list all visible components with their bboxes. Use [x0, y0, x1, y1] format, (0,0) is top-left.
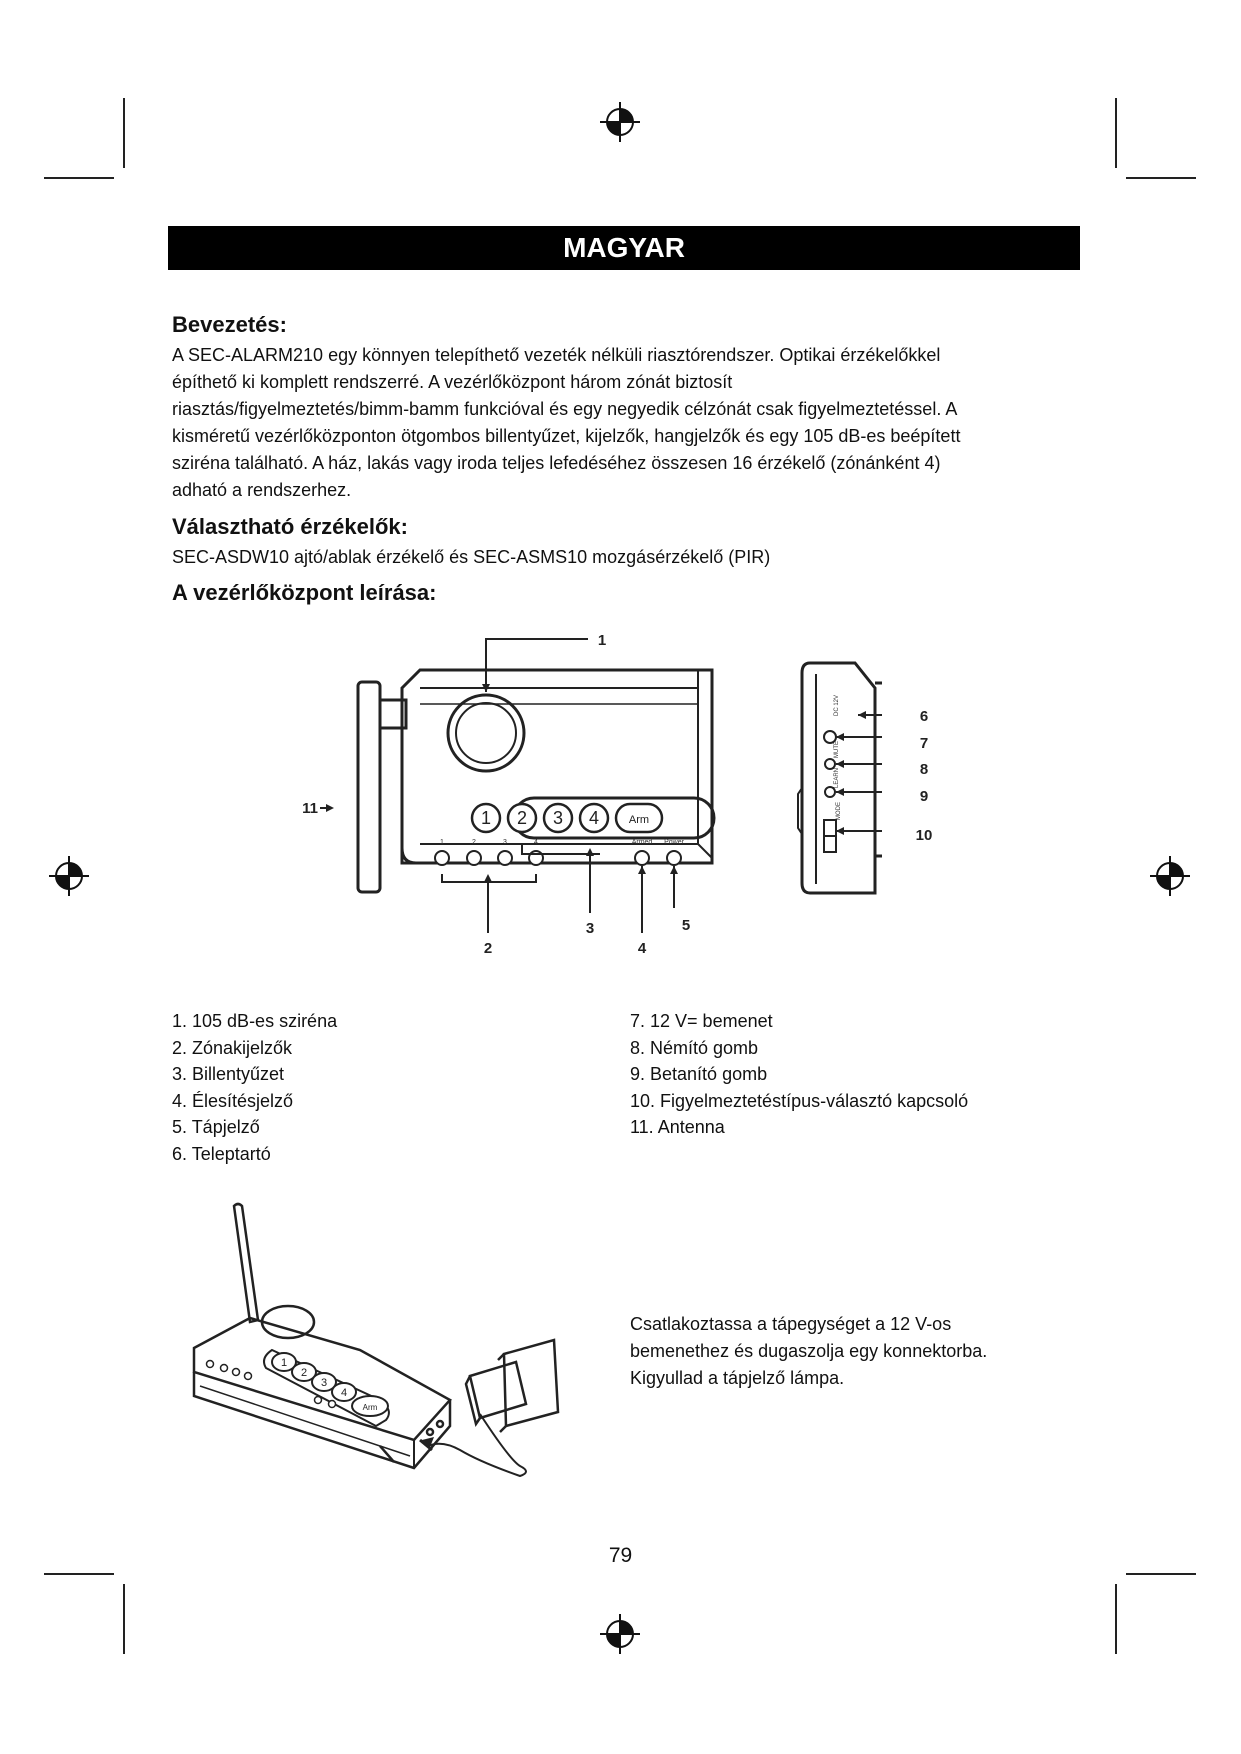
legend-item: 6. Teleptartó: [172, 1143, 271, 1164]
legend-item: 4. Élesítésjelző: [172, 1090, 294, 1111]
callout-4: 4: [637, 940, 647, 957]
registration-mark-right-icon: [1148, 854, 1192, 898]
legend-item: 5. Tápjelző: [172, 1117, 260, 1138]
registration-mark-top-icon: [598, 100, 642, 144]
instruction-line: Csatlakoztassa a tápegységet a 12 V-os: [630, 1314, 952, 1334]
intro-line: riasztás/figyelmeztetés/bimm-bamm funkcióval és egy negyedik célzónát csak figyelmeztetéssel. A: [172, 399, 958, 419]
intro-paragraph: [172, 342, 1072, 504]
callout-8: 8: [919, 761, 929, 778]
crop-mark-top-right-h: [1126, 177, 1196, 179]
intro-line: építhető ki komplett rendszerré. A vezérlőközpont három zónát biztosít: [172, 372, 733, 392]
led-label-power: Power: [664, 839, 684, 846]
callout-10: 10: [915, 827, 933, 844]
intro-line: adható a rendszerhez.: [172, 480, 352, 500]
legend-item: 10. Figyelmeztetéstípus-választó kapcsoló: [630, 1090, 969, 1111]
legend-item: 7. 12 V= bemenet: [630, 1011, 773, 1031]
intro-line: A SEC-ALARM210 egy könnyen telepíthető vezeték nélküli riasztórendszer. Optikai érzékelőkkel: [172, 345, 941, 365]
siren-circle: [448, 695, 524, 771]
legend-item: 11. Antenna: [630, 1117, 725, 1138]
led-zone-1: [435, 851, 449, 865]
registration-mark-bottom-icon: [598, 1612, 642, 1656]
sensors-text: SEC-ASDW10 ajtó/ablak érzékelő és SEC-ASMS10 mozgásérzékelő (PIR): [172, 547, 771, 567]
crop-mark-bottom-right-h: [1126, 1573, 1196, 1575]
led-label-4: 4: [534, 839, 538, 846]
callout-5: 5: [681, 917, 691, 934]
legend-item: 2. Zónakijelzők: [172, 1037, 293, 1058]
key-3-label: 3: [552, 808, 564, 828]
description-heading: A vezérlőközpont leírása:: [172, 580, 437, 605]
dc-jack: [824, 731, 836, 743]
wall-socket: [504, 1340, 558, 1426]
callout-7: 7: [919, 735, 929, 752]
siren-circle: [262, 1306, 314, 1338]
callout-6: 6: [919, 708, 929, 725]
installation-illustration: [180, 1200, 610, 1500]
crop-mark-top-left-h: [44, 177, 114, 179]
install-key-arm-label: Arm: [362, 1403, 378, 1412]
intro-line: kisméretű vezérlőközponton ötgombos billentyűzet, kijelzők, hangjelzők és egy 105 dB-es beépített: [172, 426, 961, 446]
side-label-mute: MUTE: [834, 741, 840, 758]
crop-mark-bottom-left-h: [44, 1573, 114, 1575]
antenna-shape: [234, 1204, 258, 1322]
led-label-2: 2: [472, 839, 476, 846]
callout-2: 2: [483, 940, 493, 957]
control-panel-diagram: [290, 608, 950, 968]
legend-item: 3. Billentyűzet: [172, 1064, 285, 1085]
key-2-label: 2: [516, 808, 528, 828]
led-zone-2: [467, 851, 481, 865]
install-key-1-label: 1: [280, 1357, 288, 1369]
legend-item: 1. 105 dB-es sziréna: [172, 1011, 338, 1031]
led-label-armed: Armed: [631, 839, 653, 846]
legend-item: 9. Betanító gomb: [630, 1064, 768, 1085]
callout-9: 9: [919, 788, 929, 805]
antenna-shape: [358, 682, 380, 892]
crop-mark-top-left-v: [123, 98, 125, 168]
intro-line: sziréna található. A ház, lakás vagy iroda teljes lefedéséhez összesen 16 érzékelő (zónánként 4): [172, 453, 941, 473]
crop-mark-bottom-right-v: [1115, 1584, 1117, 1654]
crop-mark-top-right-v: [1115, 98, 1117, 168]
callout-3: 3: [585, 920, 595, 937]
led-armed: [635, 851, 649, 865]
language-banner: MAGYAR: [168, 226, 1080, 270]
key-arm-label: Arm: [628, 814, 650, 826]
led-label-3: 3: [503, 839, 507, 846]
installation-instructions: [630, 1311, 1060, 1392]
key-1-label: 1: [480, 808, 492, 828]
sensors-heading: Választható érzékelők:: [172, 514, 408, 539]
legend-left: [172, 1008, 337, 1168]
page-number: 79: [608, 1544, 633, 1567]
learn-button: [825, 787, 835, 797]
led-power: [667, 851, 681, 865]
led-label-1: 1: [440, 839, 444, 846]
instruction-line: Kigyullad a tápjelző lámpa.: [630, 1368, 845, 1388]
install-key-2-label: 2: [300, 1367, 308, 1379]
registration-mark-left-icon: [47, 854, 91, 898]
instruction-line: bemenethez és dugaszolja egy konnektorba.: [630, 1341, 988, 1361]
install-key-4-label: 4: [340, 1387, 348, 1399]
key-4-label: 4: [588, 808, 600, 828]
intro-heading: Bevezetés:: [172, 312, 287, 337]
callout-1: 1: [597, 632, 607, 649]
mute-button: [825, 759, 835, 769]
led-zone-3: [498, 851, 512, 865]
callout-11: 11: [302, 800, 318, 817]
panel-body: [402, 670, 712, 863]
side-label-learn: LEARN: [834, 767, 840, 788]
side-label-dc: DC 12V: [834, 694, 840, 716]
power-adapter: [470, 1362, 526, 1418]
crop-mark-bottom-left-v: [123, 1584, 125, 1654]
legend-right: [630, 1008, 968, 1141]
install-key-3-label: 3: [320, 1377, 328, 1389]
legend-item: 8. Némító gomb: [630, 1037, 759, 1058]
side-label-mode: MODE: [836, 802, 842, 820]
